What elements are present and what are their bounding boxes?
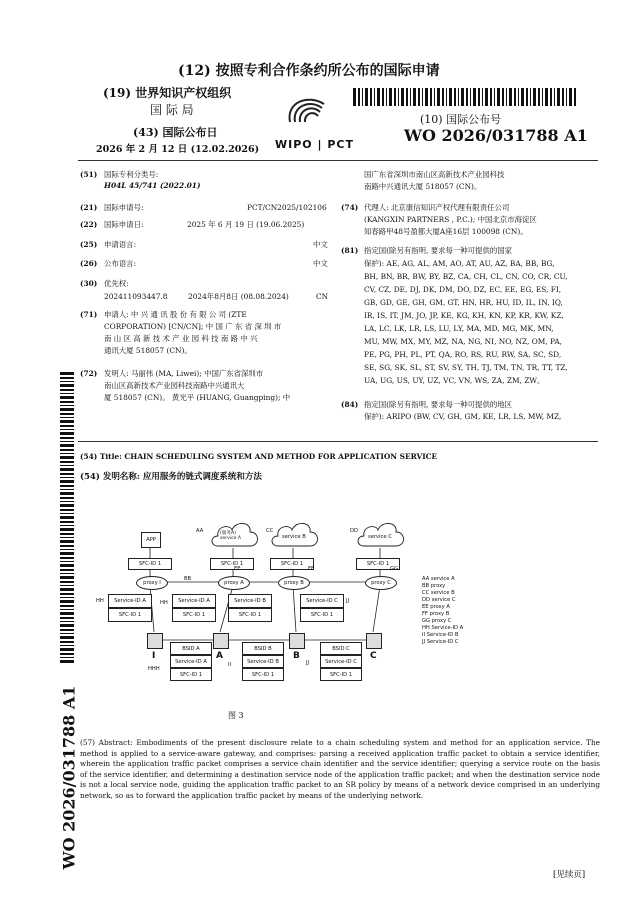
barcode-bar [60, 609, 74, 610]
barcode-bar [60, 473, 74, 475]
barcode-bar [574, 88, 576, 106]
barcode-bar [502, 88, 504, 106]
f81-line8: MU, MW, MX, MY, MZ, NA, NG, NI, NO, NZ, OM, PA, [364, 337, 563, 346]
cloud-b-label: service B [282, 534, 306, 540]
barcode-bar [478, 88, 480, 106]
f84-num: (84) [341, 400, 359, 409]
barcode-bar [434, 88, 435, 106]
barcode-bar [60, 396, 74, 399]
wipo-logo [268, 92, 348, 140]
doc-title: (12) 按照专利合作条约所公布的国际申请 [178, 63, 440, 79]
barcode-bar [60, 617, 74, 619]
f30-label: 优先权: [104, 279, 129, 288]
barcode-bar [60, 449, 74, 451]
pubno-label: (10) 国际公布号 [420, 113, 502, 126]
barcode-bar [60, 441, 74, 442]
tag-ii: II [228, 662, 232, 668]
f81-line3: BH, BN, BR, BW, BY, BZ, CA, CH, CL, CN, CO, CR, CU, [364, 272, 568, 281]
barcode-bar [60, 593, 74, 595]
f22-label: 国际申请日: [104, 220, 144, 229]
barcode-bar [60, 564, 74, 567]
f72-line2: 南山区高新技术产业园科技南路中兴通讯大 [104, 381, 245, 390]
barcode-bar [60, 645, 74, 646]
tag-jj-2: JJ [306, 660, 310, 666]
f30-app: 202411093447.8 [104, 292, 168, 301]
f72-num: (72) [80, 369, 98, 378]
continued-note: [见续页] [553, 870, 586, 880]
f71-num: (71) [80, 310, 98, 319]
barcode-bar [394, 88, 396, 106]
legend-item: AA service A [422, 576, 455, 582]
pubno-value: WO 2026/031788 A1 [404, 126, 588, 145]
proxy-i: proxy I [136, 576, 168, 590]
tag-dd: DD [350, 528, 358, 534]
barcode-bar [60, 389, 74, 391]
barcode-bar [358, 88, 360, 106]
barcode-bar [60, 501, 74, 502]
barcode-bar [401, 88, 404, 106]
switch-a [213, 633, 229, 649]
barcode-bar [490, 88, 492, 106]
f81-line7: LA, LC, LK, LR, LS, LU, LY, MA, MD, MG, MK, MN, [364, 324, 554, 333]
legend-item: FF proxy B [422, 611, 450, 617]
barcode-bar [482, 88, 483, 106]
f81-line6: IR, IS, IT, JM, JO, JP, KE, KG, KH, KN, KP, KR, KW, KZ, [364, 311, 564, 320]
barcode-bar [60, 413, 74, 415]
proxy-b: proxy B [278, 576, 310, 590]
barcode-bar [554, 88, 555, 106]
f71-line2: CORPORATION) [CN/CN]; 中 国 广 东 省 深 圳 市 [104, 322, 282, 331]
barcode-bar [60, 381, 74, 382]
f25-num: (25) [80, 240, 98, 249]
f74-num: (74) [341, 203, 359, 212]
legend-item: II Service-ID B [422, 632, 459, 638]
figure-caption: 图 3 [228, 711, 244, 720]
barcode-bar [406, 88, 408, 106]
barcode-bar [60, 453, 74, 454]
barcode-bar [413, 88, 416, 106]
svc-c-lower: Service-ID C [320, 655, 362, 668]
barcode-bar [60, 629, 74, 631]
sfc-upper-2: SFC-ID 1 [172, 608, 216, 622]
sfc-lower-c: SFC-ID 1 [320, 668, 362, 681]
sfc-lower-a: SFC-ID 1 [170, 668, 212, 681]
barcode-bar [60, 648, 74, 651]
sfc-box-a: SFC-ID 1 [210, 558, 254, 570]
f71-line1: 申请人: 中 兴 通 讯 股 份 有 限 公 司 (ZTE [104, 310, 247, 319]
barcode-bar [60, 621, 74, 622]
barcode-bar [425, 88, 428, 106]
barcode-bar [60, 605, 74, 607]
barcode-bar [60, 533, 74, 535]
barcode-bar [60, 509, 74, 511]
f26-label: 公布语言: [104, 259, 137, 268]
barcode-bar [60, 549, 74, 550]
f72-line3: 厦 518057 (CN)。 黄光平 (HUANG, Guangping); 中 [104, 393, 291, 402]
barcode-bar [377, 88, 380, 106]
barcode-bar [398, 88, 399, 106]
barcode-bar [60, 585, 74, 586]
legend-item: BB proxy [422, 583, 446, 589]
title-cn: (54) 发明名称: 应用服务的链式调度系统和方法 [80, 472, 262, 482]
barcode-bar [60, 497, 74, 499]
barcode-bar [389, 88, 392, 106]
barcode-bar [410, 88, 411, 106]
barcode-bar [60, 660, 74, 663]
f71-line4: 通讯大厦 518057 (CN)。 [104, 346, 192, 355]
barcode-bar [60, 573, 74, 574]
barcode-bar [60, 429, 74, 430]
svc-c-upper: Service-ID C [300, 594, 344, 608]
barcode-bar [470, 88, 471, 106]
barcode-bar [382, 88, 384, 106]
barcode-bar [362, 88, 363, 106]
barcode-bar [569, 88, 572, 106]
barcode-bar [60, 569, 74, 571]
bsid-a: BSID A [170, 642, 212, 655]
barcode-bar [60, 401, 74, 403]
barcode-top [353, 88, 577, 106]
barcode-bar [60, 633, 74, 634]
barcode-bar [370, 88, 372, 106]
tag-hh-1: HH [96, 598, 104, 604]
barcode-bar [60, 641, 74, 643]
f81-line11: UA, UG, US, UY, UZ, VC, VN, WS, ZA, ZM, ZW。 [364, 376, 545, 385]
legend-item: JJ Service-ID C [422, 639, 459, 645]
f30-date: 2024年8月8日 (08.08.2024) [188, 292, 289, 301]
barcode-bar [60, 461, 74, 463]
barcode-bar [60, 489, 74, 490]
barcode-bar [60, 492, 74, 495]
f30-cc: CN [316, 292, 329, 301]
barcode-bar [454, 88, 456, 106]
barcode-bar [466, 88, 468, 106]
title-en: (54) Title: CHAIN SCHEDULING SYSTEM AND METHOD FOR APPLICATION SERVICE [80, 452, 438, 461]
barcode-bar [60, 372, 74, 375]
barcode-bar [60, 653, 74, 655]
barcode-bar [461, 88, 464, 106]
svc-b-upper: Service-ID B [228, 594, 272, 608]
barcode-bar [60, 552, 74, 555]
barcode-bar [538, 88, 540, 106]
barcode-bar [422, 88, 423, 106]
legend-item: EE proxy A [422, 604, 450, 610]
barcode-bar [60, 612, 74, 615]
pubdate-label: (43) 国际公布日 [133, 126, 218, 139]
barcode-bar [60, 444, 74, 447]
cloud-c-label: service C [368, 534, 392, 540]
legend-item: GG proxy C [422, 618, 452, 624]
barcode-bar [60, 465, 74, 466]
sfc-upper-3: SFC-ID 1 [228, 608, 272, 622]
f74-line1: 代理人: 北京康信知识产权代理有限责任公司 [364, 203, 510, 212]
barcode-bar [60, 557, 74, 559]
f25-value: 中文 [313, 240, 328, 249]
barcode-bar [60, 588, 74, 591]
f81-line4: CV, CZ, DE, DJ, DK, DM, DO, DZ, EC, EE, EG, ES, FI, [364, 285, 562, 294]
barcode-bar [60, 456, 74, 459]
wipo-bureau: 国 际 局 [150, 103, 194, 117]
barcode-bar [437, 88, 440, 106]
barcode-bar [60, 521, 74, 523]
f81-line2: 保护): AE, AG, AL, AM, AO, AT, AU, AZ, BA, BB, BG, [364, 259, 555, 268]
barcode-bar [60, 477, 74, 478]
svc-a-upper-2: Service-ID A [172, 594, 216, 608]
f81-line5: GB, GD, GE, GH, GM, GT, HN, HR, HU, ID, IL, IN, IQ, [364, 298, 563, 307]
barcode-bar [374, 88, 375, 106]
barcode-bar [506, 88, 507, 106]
sfc-upper-4: SFC-ID 1 [300, 608, 344, 622]
barcode-bar [386, 88, 387, 106]
legend-item: HH Service-ID A [422, 625, 464, 631]
barcode-bar [60, 528, 74, 531]
bsid-c: BSID C [320, 642, 362, 655]
cloud-a-label: (服务A) service A [220, 531, 242, 541]
f21-value: PCT/CN2025/102106 [247, 203, 327, 212]
barcode-bar [60, 540, 74, 543]
barcode-bar [60, 377, 74, 379]
barcode-bar [365, 88, 368, 106]
f81-line9: PE, PG, PH, PL, PT, QA, RO, RS, RU, RW, SA, SC, SD, [364, 350, 562, 359]
f74-line3: 知春路甲48号盈都大厦A座16层 100098 (CN)。 [364, 227, 528, 236]
f22-num: (22) [80, 220, 98, 229]
f26-num: (26) [80, 259, 98, 268]
barcode-bar [60, 485, 74, 487]
sfc-upper-1: SFC-ID 1 [108, 608, 152, 622]
proxy-a: proxy A [218, 576, 250, 590]
barcode-bar [60, 597, 74, 598]
barcode-bar [430, 88, 432, 106]
tag-bb: BB [184, 576, 192, 582]
barcode-bar [60, 636, 74, 639]
barcode-bar [60, 393, 74, 394]
tag-aa: AA [196, 528, 204, 534]
barcode-bar [60, 537, 74, 538]
f26-value: 中文 [313, 259, 328, 268]
barcode-bar [60, 468, 74, 471]
node-label-i: I [152, 651, 156, 661]
wipo-org-name: (19) 世界知识产权组织 [103, 86, 232, 100]
barcode-bar [562, 88, 564, 106]
barcode-bar [60, 624, 74, 627]
barcode-bar [60, 545, 74, 547]
barcode-bar [514, 88, 516, 106]
barcode-side [60, 372, 74, 664]
barcode-bar [473, 88, 476, 106]
f30-num: (30) [80, 279, 98, 288]
sfc-box-i: SFC-ID 1 [128, 558, 172, 570]
switch-c [366, 633, 382, 649]
barcode-bar [60, 581, 74, 583]
bsid-b: BSID B [242, 642, 284, 655]
svc-b-lower: Service-ID B [242, 655, 284, 668]
node-label-c: C [370, 651, 377, 661]
barcode-bar [530, 88, 531, 106]
barcode-bar [533, 88, 536, 106]
f51-label: 国际专利分类号: [104, 170, 159, 179]
tag-cc: CC [266, 528, 274, 534]
pubdate-value: 2026 年 2 月 12 日 (12.02.2026) [96, 144, 260, 155]
f72-line1: 发明人: 马丽伟 (MA, Liwei); 中国广东省深圳市 [104, 369, 264, 378]
barcode-bar [60, 576, 74, 579]
f25-label: 申请语言: [104, 240, 137, 249]
barcode-bar [60, 504, 74, 507]
f22-value: 2025 年 6 月 19 日 (19.06.2025) [187, 220, 305, 229]
barcode-bar [60, 384, 74, 387]
legend-item: DD service C [422, 597, 456, 603]
fields-divider [78, 441, 598, 442]
f71-line3: 南 山 区 高 新 技 术 产 业 园 科 技 南 路 中 兴 [104, 334, 258, 343]
barcode-bar [60, 657, 74, 658]
f81-line1: 指定国(除另有指明, 要求每一种可提供的国家 [364, 246, 513, 255]
f72-cont-line1: 国广东省深圳市南山区高新技术产业园科技 [364, 170, 505, 179]
barcode-bar [60, 480, 74, 483]
node-label-b: B [293, 651, 300, 661]
barcode-bar [60, 525, 74, 526]
barcode-bar [545, 88, 548, 106]
barcode-bar [446, 88, 447, 106]
f84-line1: 指定国(除另有指明, 要求每一种可提供的地区 [364, 400, 513, 409]
f81-num: (81) [341, 246, 359, 255]
app-box: APP [141, 532, 161, 548]
tag-ff: FF [308, 566, 314, 572]
switch-i [147, 633, 163, 649]
wipo-logo-text: WIPO | PCT [275, 138, 354, 151]
sfc-lower-b: SFC-ID 1 [242, 668, 284, 681]
f72-cont-line2: 南路中兴通讯大厦 518057 (CN)。 [364, 182, 482, 191]
barcode-bar [60, 437, 74, 439]
barcode-bar [449, 88, 452, 106]
barcode-bar [509, 88, 512, 106]
barcode-bar [353, 88, 356, 106]
barcode-bar [485, 88, 488, 106]
f51-num: (51) [80, 170, 98, 179]
barcode-bar [60, 420, 74, 423]
barcode-bar [60, 425, 74, 427]
header-divider [78, 160, 598, 161]
barcode-bar [521, 88, 524, 106]
sfc-box-c: SFC-ID 1 [356, 558, 400, 570]
node-label-a: A [216, 651, 223, 661]
barcode-bar [60, 516, 74, 519]
barcode-bar [60, 600, 74, 603]
tag-ee: EE [234, 566, 241, 572]
barcode-bar [458, 88, 459, 106]
barcode-bar [60, 513, 74, 514]
svc-a-upper-1: Service-ID A [108, 594, 152, 608]
barcode-bar [497, 88, 500, 106]
barcode-bar [60, 408, 74, 411]
f74-line2: (KANGXIN PARTNERS , P.C.); 中国北京市海淀区 [364, 215, 537, 224]
f21-label: 国际申请号: [104, 203, 144, 212]
legend-item: CC service B [422, 590, 455, 596]
tag-jj-1: JJ [346, 598, 350, 604]
tag-hh-2: HH [160, 600, 168, 606]
barcode-bar [550, 88, 552, 106]
barcode-bar [60, 561, 74, 562]
figure-3 [88, 510, 508, 720]
switch-b [289, 633, 305, 649]
proxy-c: proxy C [365, 576, 397, 590]
barcode-bar [442, 88, 444, 106]
barcode-bar [60, 405, 74, 406]
abstract: (57) Abstract: Embodiments of the present disclosure relate to a chain scheduling system and method for an application service. The method is applied to a service-aware gateway, and comprises: parsing a received application traffic packet to obtain a service identifier, wherein the application traffic packet comprises a service chain identifier and the service identifier; querying a service route on the basis of the service identifier, and determining a destination service node of the application traffic packet; and when the destination service node is not a local service node, guiding the application traffic packet to an SR policy by means of a network device comprised in an underlying network, so as to forward the application traffic packet by means of the underlying network. [80, 738, 600, 800]
barcode-bar [418, 88, 420, 106]
f81-line10: SE, SG, SK, SL, ST, SV, SY, TH, TJ, TM, TN, TR, TT, TZ, [364, 363, 568, 372]
barcode-bar [518, 88, 519, 106]
side-pubno: WO 2026/031788 A1 [59, 685, 79, 870]
f21-num: (21) [80, 203, 98, 212]
f51-value: H04L 45/741 (2022.01) [104, 181, 201, 190]
barcode-bar [542, 88, 543, 106]
barcode-bar [60, 432, 74, 435]
sfc-box-b: SFC-ID 1 [270, 558, 314, 570]
tag-gg: GG [390, 566, 399, 572]
barcode-bar [60, 417, 74, 418]
barcode-bar [566, 88, 567, 106]
f84-line2: 保护): ARIPO (BW, CV, GH, GM, KE, LR, LS, MW, MZ, [364, 412, 562, 421]
barcode-bar [494, 88, 495, 106]
barcode-bar [526, 88, 528, 106]
svc-a-lower: Service-ID A [170, 655, 212, 668]
tag-hhh: HHH [148, 666, 160, 672]
barcode-bar [557, 88, 560, 106]
